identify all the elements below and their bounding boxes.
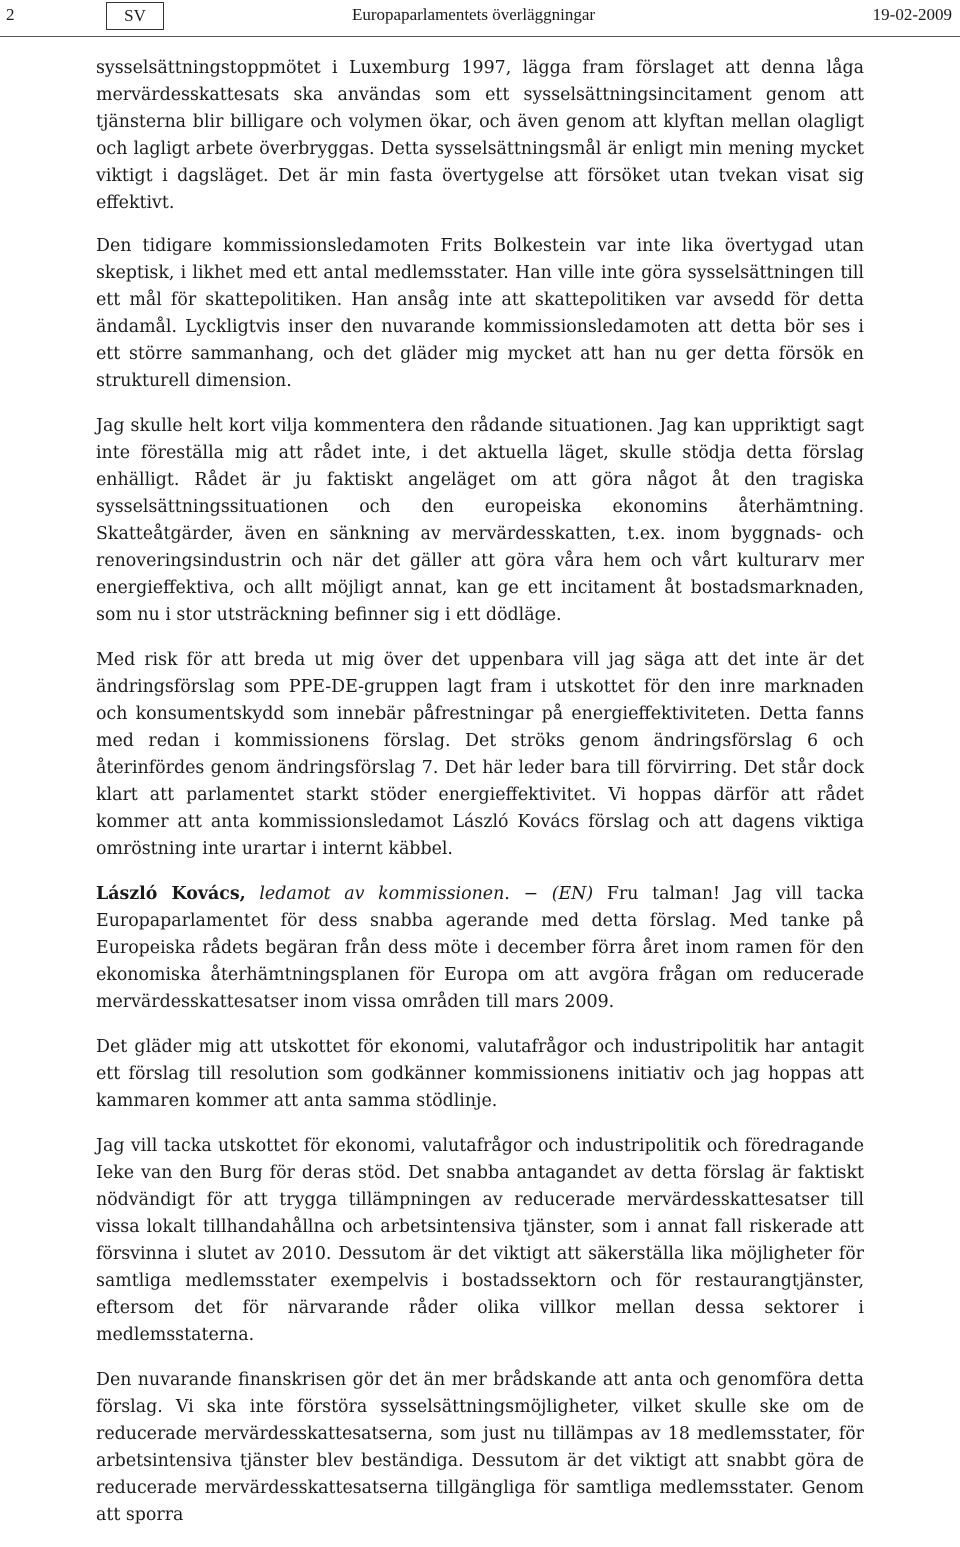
speech-language: (EN)	[551, 884, 594, 904]
paragraph: sysselsättningstoppmötet i Luxemburg 1997, lägga fram förslaget att denna låga mervärdesskattesats ska användas som ett sysselsättningsincitament genom att tjänsterna blir billigare och volymen ökar, och även genom att klyftan mellan olagligt och lagligt arbete överbryggas. Detta sysselsättningsmål är enligt min mening mycket viktigt i dagsläget. Det är min fasta övertygelse att försöket utan tvekan visat sig effektivt.	[96, 58, 864, 213]
paragraph: Den nuvarande finanskrisen gör det än mer brådskande att anta och genomföra detta förslag. Vi ska inte förstöra sysselsättningsmöjligheter, vilket skulle ske om de reducerade mervärdesskattesatserna, som just nu tillämpas av 18 medlemsstater, för arbetsintensiva tjänster blev beständiga. Dessutom är det viktigt att snabbt göra de reducerade mervärdesskattesatserna tillgängliga för samtliga medlemsstater. Genom att sporra	[96, 1370, 864, 1525]
speech-text: Fru talman! Jag vill tacka Europaparlamentet för dess snabba agerande med detta förslag. Med tanke på Europeiska rådets begäran från dess möte i december förra året inom ramen för den ekonomiska återhämtningsplanen för Europa om att avgöra frågan om reducerade mervärdesskattesatser inom vissa områden till mars 2009.	[96, 884, 864, 1012]
paragraph: Det gläder mig att utskottet för ekonomi, valutafrågor och industripolitik har antagit ett förslag till resolution som godkänner kommissionens initiativ och jag hoppas att kammaren kommer att anta samma stödlinje.	[96, 1037, 864, 1111]
speaker-name: László Kovács,	[96, 884, 246, 904]
page-header	[0, 0, 960, 37]
document-body	[96, 55, 864, 1547]
language-code-box: SV	[106, 2, 164, 30]
page-number: 2	[6, 5, 15, 24]
paragraph: Jag skulle helt kort vilja kommentera den rådande situationen. Jag kan uppriktigt sagt inte föreställa mig att rådet inte, i det aktuella läget, skulle stödja detta förslag enhälligt. Rådet är ju faktiskt angeläget om att göra något åt den tragiska sysselsättningssituationen och den europeiska ekonomins återhämtning. Skatteåtgärder, även en sänkning av mervärdesskatten, t.ex. inom byggnads- och renoveringsindustrin och när det gäller att göra våra hem och vårt kulturarv mer energieffektiva, och allt möjligt annat, kan ge ett incitament åt bostadsmarknaden, som nu i stor utsträckning befinner sig i ett dödläge.	[96, 416, 864, 625]
speech-dash: . −	[504, 884, 539, 904]
document-title: Europaparlamentets överläggningar	[352, 5, 596, 24]
document-date: 19-02-2009	[872, 5, 952, 24]
paragraph: Den tidigare kommissionsledamoten Frits Bolkestein var inte lika övertygad utan skeptisk, i likhet med ett antal medlemsstater. Han ville inte göra sysselsättningen till ett mål för skattepolitiken. Han ansåg inte att skattepolitiken var avsedd för detta ändamål. Lyckligtvis inser den nuvarande kommissionsledamoten att detta bör ses i ett större sammanhang, och det gläder mig mycket att han nu ger detta försök en strukturell dimension.	[96, 236, 864, 391]
speech-paragraph	[96, 881, 864, 1016]
speaker-role: ledamot av kommissionen	[259, 884, 505, 904]
paragraph: Jag vill tacka utskottet för ekonomi, valutafrågor och industripolitik och föredragande Ieke van den Burg för deras stöd. Det snabba antagandet av detta förslag är faktiskt nödvändigt för att trygga tillämpningen av reducerade mervärdesskattesatser till vissa lokalt tillhandahållna och arbetsintensiva tjänster, som i annat fall riskerade att försvinna i slutet av 2010. Dessutom är det viktigt att säkerställa lika möjligheter för samtliga medlemsstater exempelvis i bostadssektorn och för restaurangtjänster, eftersom det för närvarande råder olika villkor mellan dessa sektorer i medlemsstaterna.	[96, 1136, 864, 1345]
paragraph: Med risk för att breda ut mig över det uppenbara vill jag säga att det inte är det ändringsförslag som PPE-DE-gruppen lagt fram i utskottet för den inre marknaden och konsumentskydd som innebär påfrestningar på energieffektiviteten. Detta fanns med redan i kommissionens förslag. Det ströks genom ändringsförslag 6 och återinfördes genom ändringsförslag 7. Det här leder bara till förvirring. Det står dock klart att parlamentet starkt stöder energieffektivitet. Vi hoppas därför att rådet kommer att anta kommissionsledamot László Kovács förslag och att dagens viktiga omröstning inte urartar i internt käbbel.	[96, 650, 864, 859]
